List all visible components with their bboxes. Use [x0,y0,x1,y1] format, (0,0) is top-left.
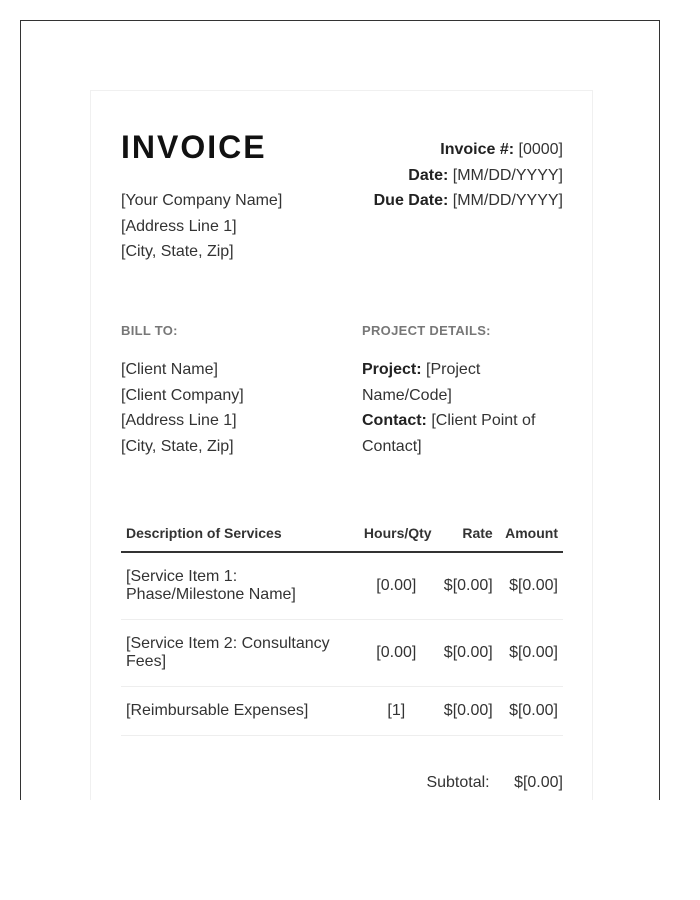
contact-value: [Client Point of Contact] [362,412,536,455]
invoice-meta [374,137,563,214]
row-rate: $[0.00] [437,552,498,620]
bill-to-block [121,357,341,459]
row-qty: [1] [356,687,437,736]
subtotal-line [426,774,563,792]
document-frame [20,20,660,800]
company-name: [Your Company Name] [121,192,283,209]
row-description: [Service Item 2: Consultancy Fees] [121,620,356,687]
table-row [121,687,563,736]
invoice-number-line [374,137,563,163]
row-description: [Service Item 1: Phase/Milestone Name] [121,552,356,620]
row-rate: $[0.00] [437,687,498,736]
project-line [362,357,562,408]
row-qty: [0.00] [356,620,437,687]
invoice-due-date-line [374,188,563,214]
header-amount: Amount [498,513,563,552]
table-row [121,552,563,620]
invoice-due-date-value: [MM/DD/YYYY] [452,192,563,209]
row-qty: [0.00] [356,552,437,620]
invoice-number-label: Invoice #: [440,141,515,158]
invoice-sheet [90,90,593,800]
bill-to-label: BILL TO: [121,323,178,338]
header-rate: Rate [437,513,498,552]
company-city-state-zip: [City, State, Zip] [121,243,234,260]
client-company: [Client Company] [121,386,244,404]
header-description: Description of Services [121,513,356,552]
services-table-header [121,513,563,552]
client-city-state-zip: [City, State, Zip] [121,437,234,455]
invoice-date-label: Date: [408,166,449,184]
row-amount: $[0.00] [498,552,563,620]
company-block [121,188,282,265]
project-details-block [362,357,562,459]
invoice-due-date-label: Due Date: [373,192,449,209]
header-hours-qty: Hours/Qty [356,513,437,552]
row-rate: $[0.00] [437,620,498,687]
project-details-label: PROJECT DETAILS: [362,323,491,338]
services-table [121,513,563,736]
row-amount: $[0.00] [498,620,563,687]
client-address-line-1: [Address Line 1] [121,412,237,429]
table-row [121,620,563,687]
invoice-number-value: [0000] [518,141,563,158]
row-amount: $[0.00] [498,687,563,736]
contact-label: Contact: [362,412,427,429]
client-name: [Client Name] [121,361,218,378]
contact-line [362,408,562,459]
company-address-line-1: [Address Line 1] [121,217,237,235]
invoice-title: INVOICE [121,129,267,165]
row-description: [Reimbursable Expenses] [121,687,356,736]
invoice-date-value: [MM/DD/YYYY] [452,166,563,184]
project-label: Project: [362,361,422,378]
subtotal-label: Subtotal: [426,774,490,791]
invoice-date-line [374,163,563,189]
project-value: [Project Name/Code] [362,361,481,404]
subtotal-value: $[0.00] [514,774,563,791]
